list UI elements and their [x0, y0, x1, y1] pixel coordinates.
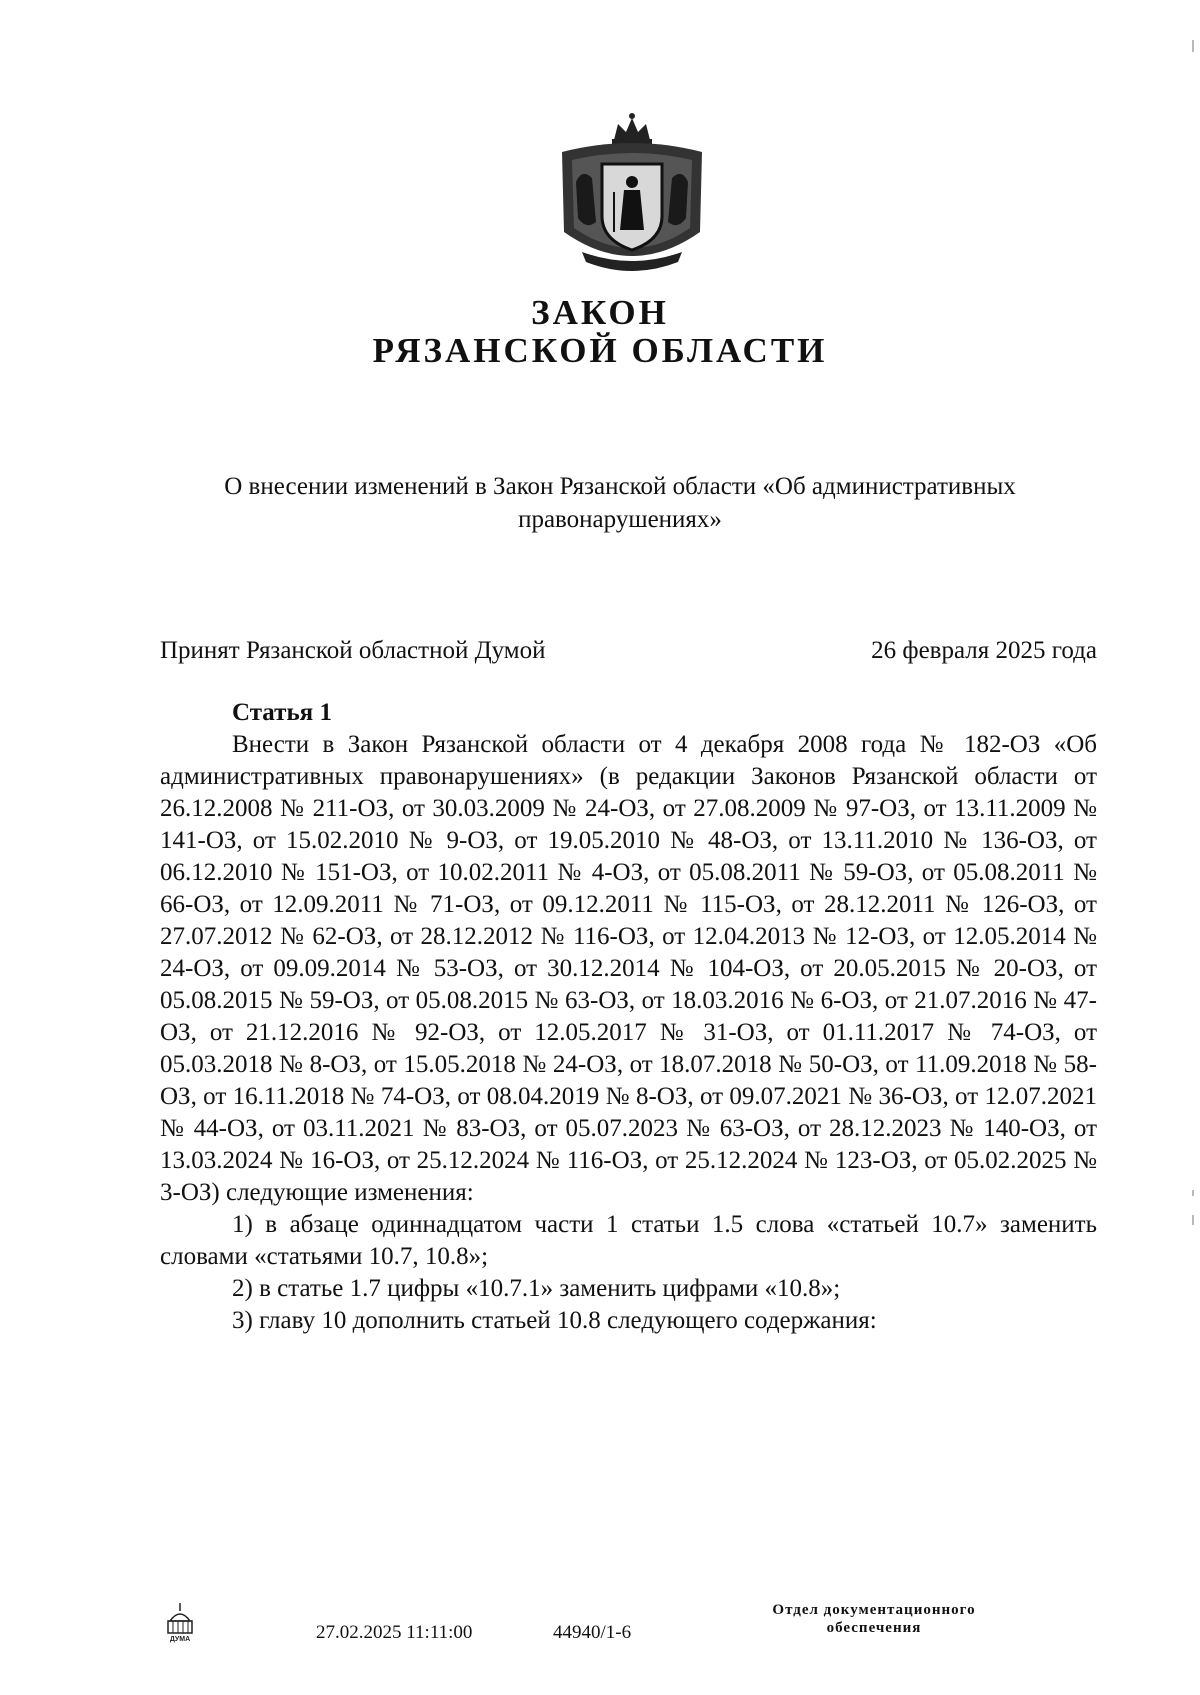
scan-margin-mark [1192, 1215, 1194, 1225]
law-title: ЗАКОН [531, 293, 669, 332]
department-stamp [724, 1601, 1024, 1637]
duma-building-icon [164, 1603, 196, 1643]
department-line: Отдел документационного [772, 1602, 976, 1618]
scan-margin-mark [1192, 1190, 1194, 1196]
scan-margin-mark [1192, 40, 1194, 52]
article-paragraph: 3) главу 10 дополнить статьей 10.8 следующего содержания: [232, 1307, 877, 1334]
law-subject: О внесении изменений в Закон Рязанской области «Об административных правонарушениях» [224, 473, 1016, 533]
article-paragraph: 1) в абзаце одиннадцатом части 1 статьи 1.5 слова «статьей 10.7» заменить словами «статьями 10.7, 10.8»; [160, 1211, 1097, 1270]
stamp-text: ДУМА [169, 1636, 191, 1643]
adopted-date: 26 февраля 2025 года [871, 637, 1097, 664]
article-paragraph: 2) в статье 1.7 цифры «10.7.1» заменить цифрами «10.8»; [232, 1275, 841, 1302]
article-paragraph: Внести в Закон Рязанской области от 4 декабря 2008 года № 182-ОЗ «Об административных правонарушениях» (в редакции Законов Рязанской области от 26.12.2008 № 211-ОЗ, от 30.03.2009 № 24-ОЗ, от 27.08.2009 № 97-ОЗ, от 13.11.2009 № 141-ОЗ, от 15.02.2010 № 9-ОЗ, от 19.05.2010 № 48-ОЗ, от 13.11.2010 № 136-ОЗ, от 06.12.2010 № 151-ОЗ, от 10.02.2011 № 4-ОЗ, от 05.08.2011 № 59-ОЗ, от 05.08.2011 № 66-ОЗ, от 12.09.2011 № 71-ОЗ, от 09.12.2011 № 115-ОЗ, от 28.12.2011 № 126-ОЗ, от 27.07.2012 № 62-ОЗ, от 28.12.2012 № 116-ОЗ, от 12.04.2013 № 12-ОЗ, от 12.05.2014 № 24-ОЗ, от 09.09.2014 № 53-ОЗ, от 30.12.2014 № 104-ОЗ, от 20.05.2015 № 20-ОЗ, от 05.08.2015 № 59-ОЗ, от 05.08.2015 № 63-ОЗ, от 18.03.2016 № 6-ОЗ, от 21.07.2016 № 47-ОЗ, от 21.12.2016 № 92-ОЗ, от 12.05.2017 № 31-ОЗ, от 01.11.2017 № 74-ОЗ, от 05.03.2018 № 8-ОЗ, от 15.05.2018 № 24-ОЗ, от 18.07.2018 № 50-ОЗ, от 11.09.2018 № 58-ОЗ, от 16.11.2018 № 74-ОЗ, от 08.04.2019 № 8-ОЗ, от 09.07.2021 № 36-ОЗ, от 12.07.2021 № 44-ОЗ, от 03.11.2021 № 83-ОЗ, от 05.07.2023 № 63-ОЗ, от 28.12.2023 № 140-ОЗ, от 13.03.2024 № 16-ОЗ, от 25.12.2024 № 116-ОЗ, от 25.12.2024 № 123-ОЗ, от 05.02.2025 № 3-ОЗ) следующие изменения: [160, 731, 1097, 1206]
adopted-by: Принят Рязанской областной Думой [160, 637, 546, 664]
footer-timestamp: 27.02.2025 11:11:00 [316, 1622, 473, 1643]
law-region-title: РЯЗАНСКОЙ ОБЛАСТИ [372, 331, 828, 370]
coat-of-arms-icon [552, 112, 712, 282]
article-heading: Статья 1 [232, 699, 332, 726]
department-line: обеспечения [826, 1620, 922, 1636]
footer-reg-number: 44940/1-6 [553, 1622, 632, 1643]
article-body [160, 729, 1097, 1337]
